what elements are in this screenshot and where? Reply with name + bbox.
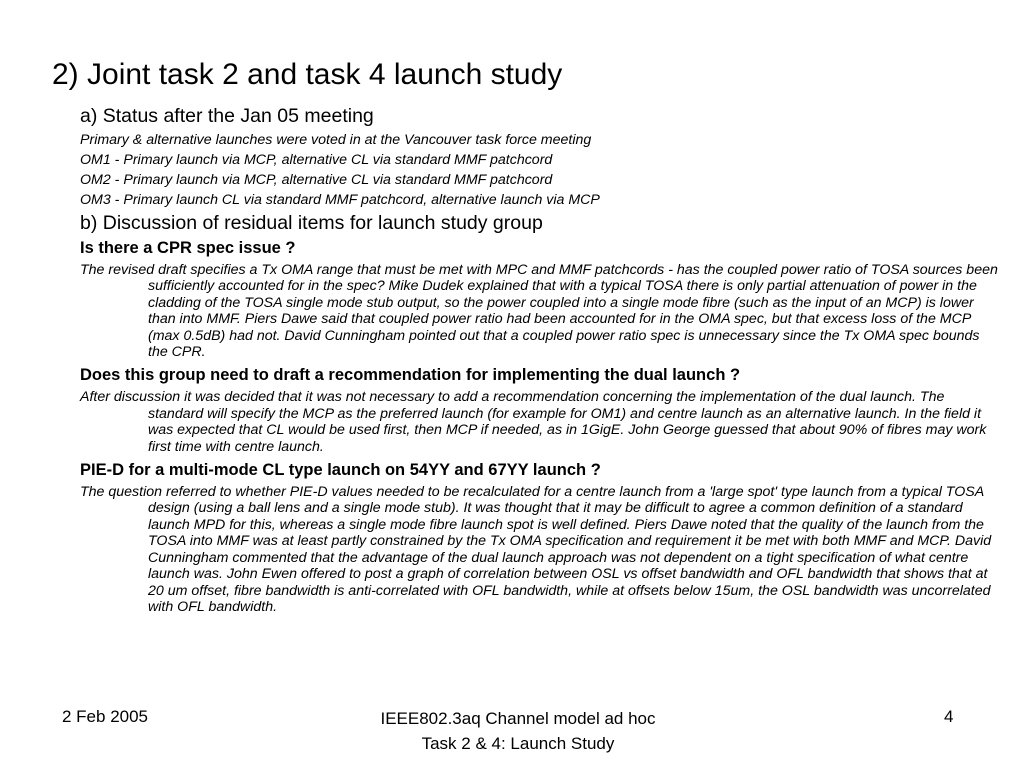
discussion-pie-d: The question referred to whether PIE-D values needed to be recalculated for a centre launch from a 'large spot' type launch from a typical TOSA design (using a ball lens and a single mode stub). It was thought that it may be difficult to agree a common definition of a standard launch MPD for this, whereas a single mode fibre launch spot is well defined. Piers Dawe noted that the quality of the launch from the TOSA into MMF was at least partly constrained by the Tx OMA specification and requirement it be met with both MMF and MCP. David Cunningham commented that the advantage of the dual launch approach was not dependent on a tight specification of what centre launch was. John Ewen offered to post a graph of correlation between OSL vs offset bandwidth and OFL bandwidth that shows that at 20 um offset, fibre bandwidth is anti-correlated with OFL bandwidth, while at offsets below 15um, the OSL bandwidth was uncorrelated with OFL bandwidth.	[80, 484, 992, 615]
footer-title-line1: IEEE802.3aq Channel model ad hoc	[380, 709, 656, 728]
discussion-dual-launch: After discussion it was decided that it was not necessary to add a recommendation concerning the implementation of the dual launch. The standard will specify the MCP as the preferred launch (for example for OM1) and centre launch as an alternative launch. In the field it was expected that CL would be used first, then MCP if needed, as in 1GigE. John George guessed that about 90% of fibres may work first time with centre launch.	[80, 389, 987, 455]
question-cpr: Is there a CPR spec issue ?	[80, 239, 296, 257]
footer-title-line2: Task 2 & 4: Launch Study	[421, 734, 615, 753]
discussion-cpr: The revised draft specifies a Tx OMA range that must be met with MPC and MMF patchcords - has the coupled power ratio of TOSA sources been sufficiently accounted for in the spec? Mike Dudek explained that with a typical TOSA there is only partial attenuation of power in the cladding of the TOSA single mode stub output, so the power coupled into a single mode fibre (such as the input of an MCP) is lower than into MMF. Piers Dawe said that coupled power ratio had been accounted for in the OMA spec, but that excess loss of the MCP (max 0.5dB) had not. David Cunningham pointed out that a coupled power ratio spec is unnecessary since the Tx OMA spec bounds the CPR.	[80, 262, 998, 361]
question-dual-launch: Does this group need to draft a recommendation for implementing the dual launch ?	[80, 366, 741, 385]
slide-title: 2) Joint task 2 and task 4 launch study	[52, 58, 563, 91]
section-b-heading: b) Discussion of residual items for launch study group	[80, 212, 543, 234]
section-a-heading: a) Status after the Jan 05 meeting	[80, 105, 374, 127]
section-a-line: OM1 - Primary launch via MCP, alternative CL via standard MMF patchcord	[80, 152, 553, 168]
footer-date: 2 Feb 2005	[62, 707, 149, 726]
question-pie-d: PIE-D for a multi-mode CL type launch on 54YY and 67YY launch ?	[80, 461, 601, 480]
footer-title	[308, 706, 728, 756]
slide-body	[80, 104, 1000, 619]
section-a-line: OM2 - Primary launch via MCP, alternative CL via standard MMF patchcord	[80, 172, 553, 188]
section-a-line: Primary & alternative launches were voted in at the Vancouver task force meeting	[80, 132, 592, 148]
page-number: 4	[944, 707, 954, 726]
section-a-line: OM3 - Primary launch CL via standard MMF patchcord, alternative launch via MCP	[80, 192, 600, 208]
